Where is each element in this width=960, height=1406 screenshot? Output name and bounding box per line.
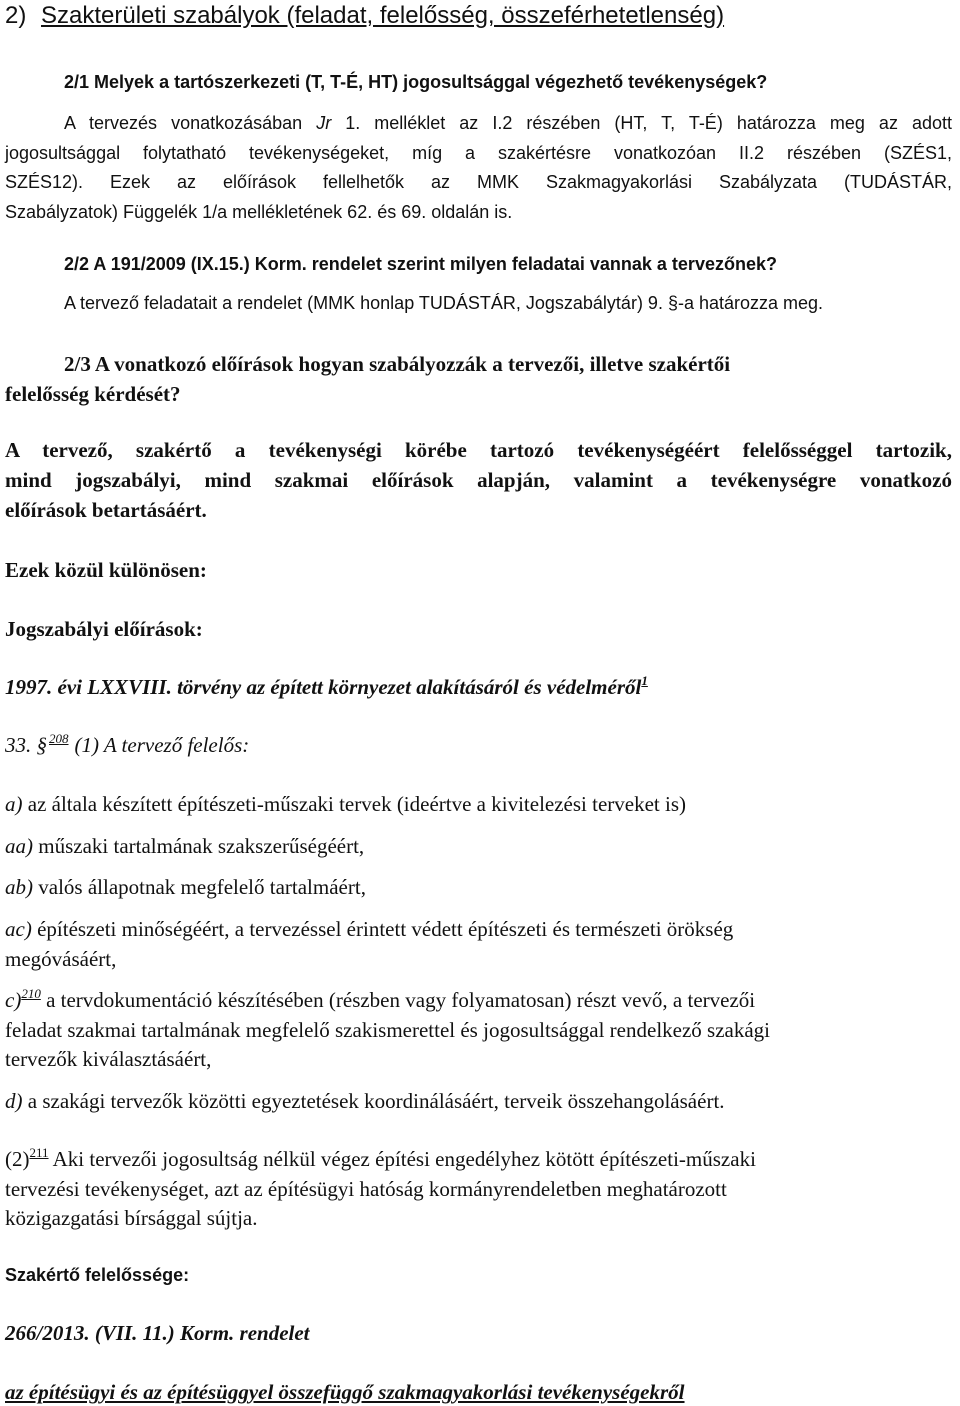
question-2-1-heading: 2/1 Melyek a tartószerkezeti (T, T-É, HT) jogosultsággal végezhető tevékenységek? bbox=[64, 72, 768, 92]
footnote-ref[interactable]: 1 bbox=[641, 673, 648, 688]
item-label: ab) bbox=[5, 875, 33, 899]
item-ac-line2: megóvásáért, bbox=[5, 947, 117, 971]
responsibility-text-line2: mind jogszabályi, mind szakmai előírások alapján, valamint a tevékenységre vonatkozó bbox=[5, 468, 952, 492]
decree-reference: 266/2013. (VII. 11.) Korm. rendelet bbox=[5, 1321, 310, 1345]
law-title bbox=[5, 675, 960, 700]
item-label: ac) bbox=[5, 917, 32, 941]
item-aa bbox=[5, 834, 960, 859]
question-2-2-heading: 2/2 A 191/2009 (IX.15.) Korm. rendelet szerint milyen feladatai vannak a tervezőnek? bbox=[64, 254, 777, 274]
item-label: c) bbox=[5, 988, 22, 1012]
item-label: a) bbox=[5, 792, 23, 816]
item-text: az általa készített építészeti-műszaki tervek (ideértve a kivitelezési terveket is) bbox=[22, 792, 687, 816]
item-a bbox=[5, 792, 960, 817]
decree-title: az építésügyi és az építésüggyel összefüggő szakmagyakorlási tevékenységekről bbox=[5, 1380, 685, 1404]
expert-heading: Szakértő felelőssége: bbox=[5, 1265, 190, 1285]
question-2-1-text-line3: SZÉS12). Ezek az előírások fellelhetők az MMK Szakmagyakorlási Szabályzata (TUDÁSTÁR, bbox=[5, 172, 952, 192]
question-2-1-text-line4: Szabályzatok) Függelék 1/a mellékletének 62. és 69. oldalán is. bbox=[5, 202, 513, 222]
item-c-line3: tervezők kiválasztásáért, bbox=[5, 1047, 212, 1071]
question-2-3-heading-line2: felelősség kérdését? bbox=[5, 382, 181, 406]
question-2-1-text-line1 bbox=[64, 113, 952, 134]
paragraph-text: Aki tervezői jogosultság nélkül végez építési engedélyhez kötött építészeti-műszaki bbox=[48, 1147, 756, 1171]
responsibility-text-line3: előírások betartásáért. bbox=[5, 498, 207, 522]
jr-ref: Jr bbox=[316, 113, 332, 133]
item-c-line2: feladat szakmai tartalmának megfelelő szakismerettel és jogosultsággal rendelkező szakági bbox=[5, 1018, 771, 1042]
paragraph-2-line3: közigazgatási bírsággal sújtja. bbox=[5, 1206, 258, 1230]
item-text: a szakági tervezők közötti egyeztetések koordinálásáért, terveik összehangolásáért. bbox=[22, 1089, 725, 1113]
item-ab bbox=[5, 875, 960, 900]
paragraph-label: (2) bbox=[5, 1147, 30, 1171]
footnote-ref[interactable]: 210 bbox=[21, 986, 41, 1001]
paragraph-2-line2: tervezési tevékenységet, azt az építésügyi hatóság kormányrendeletben meghatározott bbox=[5, 1177, 727, 1201]
law-title-text: 1997. évi LXXVIII. törvény az épített környezet alakításáról és védelméről bbox=[5, 675, 642, 699]
section-33-heading bbox=[5, 733, 960, 758]
item-label: d) bbox=[5, 1089, 23, 1113]
section-title: Szakterületi szabályok (feladat, felelősség, összeférhetetlenség) bbox=[41, 2, 725, 29]
question-2-1-text-line2: jogosultsággal folytatható tevékenységeket, míg a szakértésre vonatkozóan II.2 részében (SZÉS1, bbox=[5, 143, 952, 163]
question-2-2-answer: A tervező feladatait a rendelet (MMK honlap TUDÁSTÁR, Jogszabálytár) 9. §-a határozza meg. bbox=[64, 293, 824, 313]
item-label: aa) bbox=[5, 834, 33, 858]
section-heading bbox=[5, 2, 960, 30]
item-ac bbox=[5, 917, 960, 942]
section-number: 33. § bbox=[5, 733, 47, 757]
item-text: építészeti minőségéért, a tervezéssel érintett védett építészeti és természeti örökség bbox=[31, 917, 734, 941]
item-c bbox=[5, 988, 960, 1013]
legal-label: Jogszabályi előírások: bbox=[5, 617, 203, 641]
item-d bbox=[5, 1089, 960, 1114]
footnote-ref[interactable]: 208 bbox=[49, 731, 69, 746]
section-number: 2) bbox=[5, 2, 27, 29]
responsibility-text-line1: A tervező, szakértő a tevékenységi körébe tartozó tevékenységéért felelősséggel tartozik, bbox=[5, 438, 952, 462]
text-run: A tervezés vonatkozásában bbox=[64, 113, 317, 133]
especially-label: Ezek közül különösen: bbox=[5, 558, 207, 582]
item-text: valós állapotnak megfelelő tartalmáért, bbox=[33, 875, 366, 899]
item-text: műszaki tartalmának szakszerűségéért, bbox=[33, 834, 365, 858]
footnote-ref[interactable]: 211 bbox=[29, 1145, 49, 1160]
text-run: 1. melléklet az I.2 részében (HT, T, T-É) határozza meg az adott bbox=[331, 113, 952, 133]
section-title: (1) A tervező felelős: bbox=[74, 733, 250, 757]
paragraph-2-line1 bbox=[5, 1147, 960, 1172]
question-2-3-heading-line1: 2/3 A vonatkozó előírások hogyan szabályozzák a tervezői, illetve szakértői bbox=[64, 352, 731, 376]
item-text: a tervdokumentáció készítésében (részben vagy folyamatosan) részt vevő, a tervezői bbox=[40, 988, 756, 1012]
